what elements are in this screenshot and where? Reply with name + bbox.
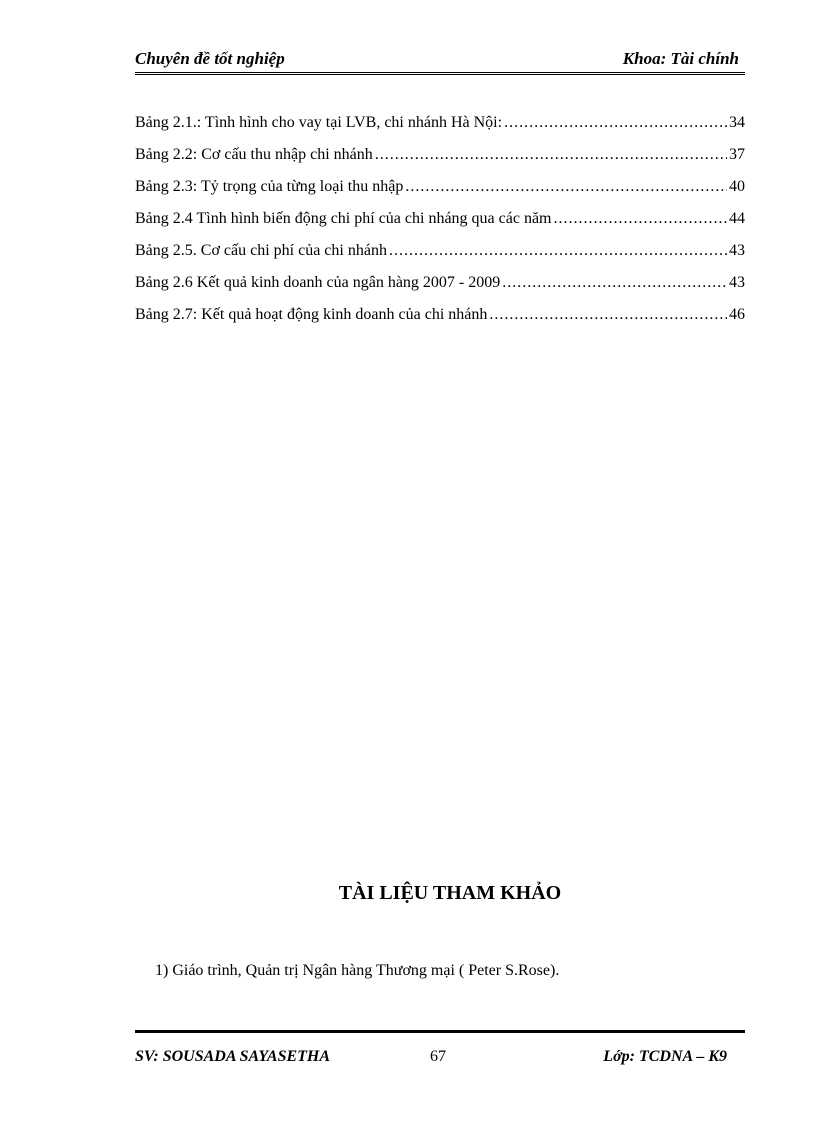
footer-student-name: SV: SOUSADA SAYASETHA [135,1048,331,1065]
toc-entry-title: Bảng 2.1.: Tình hình cho vay tại LVB, chi nhánh Hà Nội: [135,114,503,131]
toc-entry-page: 46 [729,306,745,323]
toc-entry-page: 44 [729,210,745,227]
toc-leader-dots [389,242,727,260]
toc-entry-title: Bảng 2.5. Cơ cấu chi phí của chi nhánh [135,242,387,259]
page-header [135,48,745,75]
toc-entry-page: 43 [729,274,745,291]
toc-entry [135,274,745,306]
toc-leader-dots [405,178,727,196]
toc-entry-title: Bảng 2.4 Tình hình biến động chi phí của chi nháng qua các năm [135,210,552,227]
toc-entry [135,210,745,242]
toc-entry-title: Bảng 2.7: Kết quả hoạt động kinh doanh của chi nhánh [135,306,488,323]
toc-leader-dots [489,306,727,324]
toc-leader-dots [504,114,727,132]
header-faculty: Khoa: Tài chính [622,49,739,68]
toc-entry [135,114,745,146]
page-number: 67 [430,1048,446,1065]
toc-entry-title: Bảng 2.6 Kết quả kinh doanh của ngân hàng 2007 - 2009 [135,274,501,291]
toc-entry-page: 34 [729,114,745,131]
reference-item: 1) Giáo trình, Quản trị Ngân hàng Thương mại ( Peter S.Rose). [155,962,560,979]
page-footer [135,1030,745,1073]
toc-entry-page: 37 [729,146,745,163]
toc-leader-dots [502,274,727,292]
toc-entry [135,242,745,274]
header-document-type: Chuyên đề tốt nghiệp [135,49,285,68]
footer-class: Lớp: TCDNA – K9 [603,1048,727,1065]
toc-entry-page: 40 [729,178,745,195]
references-heading: TÀI LIỆU THAM KHẢO [338,882,562,904]
toc-entry [135,146,745,178]
table-list [135,114,745,338]
toc-entry-title: Bảng 2.2: Cơ cấu thu nhập chi nhánh [135,146,373,163]
toc-leader-dots [375,146,727,164]
toc-entry-page: 43 [729,242,745,259]
toc-entry [135,178,745,210]
toc-entry [135,306,745,338]
toc-leader-dots [554,210,728,228]
toc-entry-title: Bảng 2.3: Tỷ trọng của từng loại thu nhập [135,178,404,195]
